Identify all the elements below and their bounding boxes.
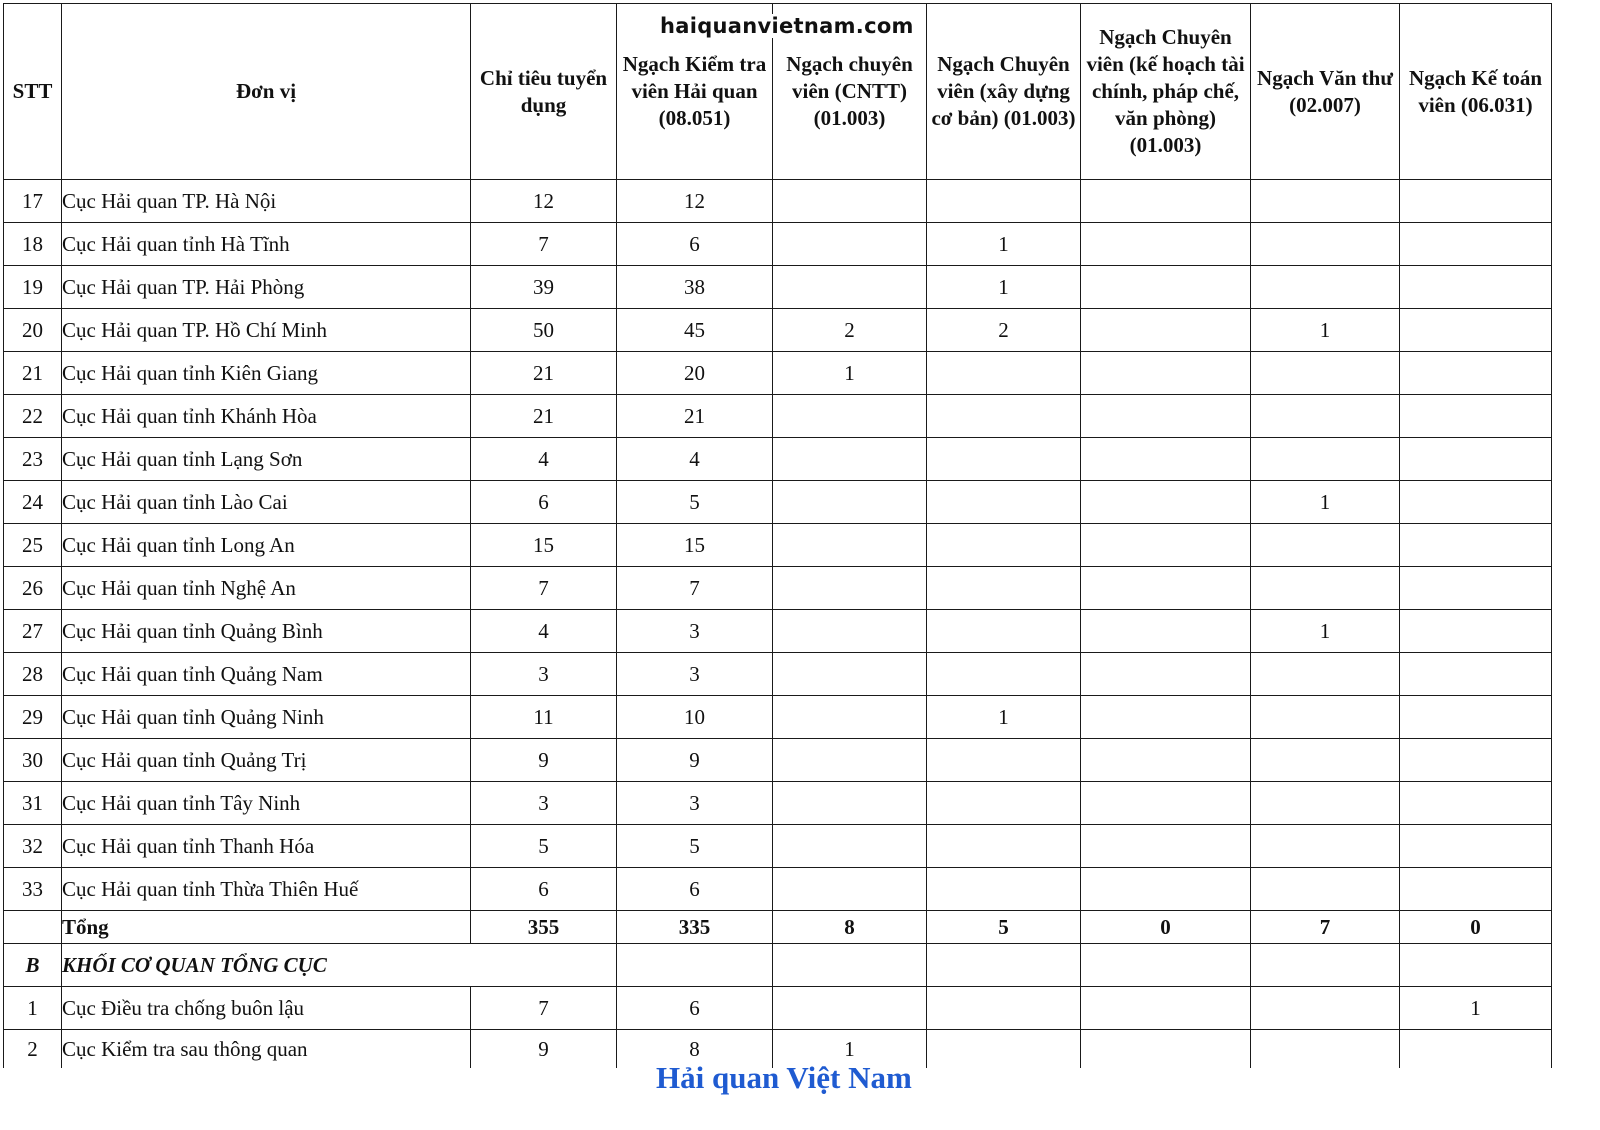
row-kt bbox=[1400, 395, 1552, 438]
table-row bbox=[4, 868, 1552, 911]
section-b-empty bbox=[1251, 944, 1400, 987]
row-stt: 27 bbox=[4, 610, 62, 653]
row-kt bbox=[1400, 223, 1552, 266]
section-b-empty bbox=[1400, 944, 1552, 987]
row-ktv: 45 bbox=[617, 309, 773, 352]
row-stt: 1 bbox=[4, 987, 62, 1030]
row-kh bbox=[1081, 395, 1251, 438]
header-kiem-tra-vien: Ngạch Kiểm tra viên Hải quan (08.051) bbox=[617, 4, 773, 180]
row-chi-tieu: 3 bbox=[471, 782, 617, 825]
row-ktv: 3 bbox=[617, 610, 773, 653]
row-stt: 28 bbox=[4, 653, 62, 696]
header-cntt: Ngạch chuyên viên (CNTT) (01.003) bbox=[773, 4, 927, 180]
row-unit-name: Cục Hải quan TP. Hà Nội bbox=[62, 180, 471, 223]
row-kh bbox=[1081, 352, 1251, 395]
row-ktv: 8 bbox=[617, 1030, 773, 1069]
row-xd bbox=[927, 481, 1081, 524]
row-xd: 1 bbox=[927, 266, 1081, 309]
row-xd bbox=[927, 868, 1081, 911]
row-ktv: 7 bbox=[617, 567, 773, 610]
row-stt: 33 bbox=[4, 868, 62, 911]
row-unit-name: Cục Hải quan tỉnh Quảng Nam bbox=[62, 653, 471, 696]
section-b-empty bbox=[1081, 944, 1251, 987]
row-unit-name: Cục Hải quan tỉnh Quảng Ninh bbox=[62, 696, 471, 739]
row-unit-name: Cục Hải quan tỉnh Khánh Hòa bbox=[62, 395, 471, 438]
row-kh bbox=[1081, 223, 1251, 266]
header-ke-hoach: Ngạch Chuyên viên (kế hoạch tài chính, pháp chế, văn phòng) (01.003) bbox=[1081, 4, 1251, 180]
header-van-thu: Ngạch Văn thư (02.007) bbox=[1251, 4, 1400, 180]
header-chi-tieu: Chỉ tiêu tuyển dụng bbox=[471, 4, 617, 180]
row-cntt: 2 bbox=[773, 309, 927, 352]
row-cntt bbox=[773, 223, 927, 266]
row-kh bbox=[1081, 739, 1251, 782]
row-stt: 32 bbox=[4, 825, 62, 868]
row-chi-tieu: 21 bbox=[471, 352, 617, 395]
row-chi-tieu: 7 bbox=[471, 223, 617, 266]
row-kt bbox=[1400, 524, 1552, 567]
row-stt: 23 bbox=[4, 438, 62, 481]
row-unit-name: Cục Hải quan tỉnh Hà Tĩnh bbox=[62, 223, 471, 266]
row-xd bbox=[927, 825, 1081, 868]
total-cntt: 8 bbox=[773, 911, 927, 944]
row-kt bbox=[1400, 438, 1552, 481]
row-cntt bbox=[773, 395, 927, 438]
row-kh bbox=[1081, 987, 1251, 1030]
row-stt: 24 bbox=[4, 481, 62, 524]
row-kh bbox=[1081, 438, 1251, 481]
row-ktv: 20 bbox=[617, 352, 773, 395]
table-row bbox=[4, 653, 1552, 696]
row-chi-tieu: 7 bbox=[471, 987, 617, 1030]
row-vt bbox=[1251, 825, 1400, 868]
row-cntt bbox=[773, 180, 927, 223]
row-kt bbox=[1400, 309, 1552, 352]
total-stt bbox=[4, 911, 62, 944]
row-kt bbox=[1400, 782, 1552, 825]
row-vt bbox=[1251, 395, 1400, 438]
table-row bbox=[4, 567, 1552, 610]
row-kt bbox=[1400, 653, 1552, 696]
row-xd bbox=[927, 395, 1081, 438]
row-ktv: 3 bbox=[617, 653, 773, 696]
row-kh bbox=[1081, 653, 1251, 696]
row-cntt bbox=[773, 481, 927, 524]
row-chi-tieu: 7 bbox=[471, 567, 617, 610]
section-b-empty bbox=[773, 944, 927, 987]
row-xd bbox=[927, 438, 1081, 481]
total-chi-tieu: 355 bbox=[471, 911, 617, 944]
row-unit-name: Cục Hải quan tỉnh Kiên Giang bbox=[62, 352, 471, 395]
row-chi-tieu: 11 bbox=[471, 696, 617, 739]
table-row bbox=[4, 309, 1552, 352]
row-unit-name: Cục Kiểm tra sau thông quan bbox=[62, 1030, 471, 1069]
row-vt bbox=[1251, 1030, 1400, 1069]
row-ktv: 5 bbox=[617, 481, 773, 524]
row-kt: 1 bbox=[1400, 987, 1552, 1030]
row-kh bbox=[1081, 696, 1251, 739]
row-ktv: 6 bbox=[617, 223, 773, 266]
table-body-total bbox=[4, 911, 1552, 987]
row-kt bbox=[1400, 352, 1552, 395]
row-stt: 19 bbox=[4, 266, 62, 309]
row-kh bbox=[1081, 567, 1251, 610]
table-row bbox=[4, 223, 1552, 266]
table-row bbox=[4, 352, 1552, 395]
row-kh bbox=[1081, 524, 1251, 567]
row-xd bbox=[927, 567, 1081, 610]
table-row bbox=[4, 782, 1552, 825]
row-ktv: 6 bbox=[617, 987, 773, 1030]
section-b-row bbox=[4, 944, 1552, 987]
table-row bbox=[4, 266, 1552, 309]
row-vt bbox=[1251, 223, 1400, 266]
total-xd: 5 bbox=[927, 911, 1081, 944]
table-row bbox=[4, 180, 1552, 223]
row-chi-tieu: 6 bbox=[471, 481, 617, 524]
row-vt bbox=[1251, 567, 1400, 610]
row-unit-name: Cục Hải quan tỉnh Lào Cai bbox=[62, 481, 471, 524]
table-row bbox=[4, 395, 1552, 438]
table-row bbox=[4, 610, 1552, 653]
row-ktv: 3 bbox=[617, 782, 773, 825]
section-b-code: B bbox=[4, 944, 62, 987]
row-kh bbox=[1081, 309, 1251, 352]
row-kh bbox=[1081, 266, 1251, 309]
row-xd bbox=[927, 739, 1081, 782]
row-stt: 22 bbox=[4, 395, 62, 438]
section-b-empty bbox=[617, 944, 773, 987]
row-vt bbox=[1251, 266, 1400, 309]
row-vt bbox=[1251, 696, 1400, 739]
row-cntt bbox=[773, 567, 927, 610]
row-chi-tieu: 4 bbox=[471, 438, 617, 481]
row-kt bbox=[1400, 696, 1552, 739]
row-xd bbox=[927, 653, 1081, 696]
row-unit-name: Cục Hải quan TP. Hải Phòng bbox=[62, 266, 471, 309]
table-body-a bbox=[4, 180, 1552, 911]
row-kh bbox=[1081, 610, 1251, 653]
row-kh bbox=[1081, 481, 1251, 524]
header-xay-dung: Ngạch Chuyên viên (xây dựng cơ bản) (01.003) bbox=[927, 4, 1081, 180]
row-chi-tieu: 12 bbox=[471, 180, 617, 223]
row-kh bbox=[1081, 868, 1251, 911]
row-cntt bbox=[773, 524, 927, 567]
total-vt: 7 bbox=[1251, 911, 1400, 944]
table-row bbox=[4, 438, 1552, 481]
row-chi-tieu: 3 bbox=[471, 653, 617, 696]
row-cntt bbox=[773, 825, 927, 868]
header-don-vi: Đơn vị bbox=[62, 4, 471, 180]
row-vt bbox=[1251, 782, 1400, 825]
row-stt: 20 bbox=[4, 309, 62, 352]
row-kt bbox=[1400, 610, 1552, 653]
section-b-title: KHỐI CƠ QUAN TỔNG CỤC bbox=[62, 944, 617, 987]
row-stt: 31 bbox=[4, 782, 62, 825]
row-unit-name: Cục Hải quan tỉnh Quảng Bình bbox=[62, 610, 471, 653]
row-chi-tieu: 9 bbox=[471, 1030, 617, 1069]
row-kt bbox=[1400, 481, 1552, 524]
row-xd bbox=[927, 1030, 1081, 1069]
watermark-top: haiquanvietnam.com bbox=[660, 14, 914, 38]
row-xd bbox=[927, 352, 1081, 395]
row-unit-name: Cục Hải quan tỉnh Thanh Hóa bbox=[62, 825, 471, 868]
row-chi-tieu: 4 bbox=[471, 610, 617, 653]
header-ke-toan: Ngạch Kế toán viên (06.031) bbox=[1400, 4, 1552, 180]
row-stt: 29 bbox=[4, 696, 62, 739]
row-chi-tieu: 50 bbox=[471, 309, 617, 352]
total-row bbox=[4, 911, 1552, 944]
row-vt bbox=[1251, 180, 1400, 223]
row-vt: 1 bbox=[1251, 610, 1400, 653]
table-row bbox=[4, 696, 1552, 739]
row-kt bbox=[1400, 868, 1552, 911]
row-chi-tieu: 9 bbox=[471, 739, 617, 782]
row-stt: 30 bbox=[4, 739, 62, 782]
row-unit-name: Cục Hải quan tỉnh Lạng Sơn bbox=[62, 438, 471, 481]
row-unit-name: Cục Hải quan TP. Hồ Chí Minh bbox=[62, 309, 471, 352]
total-label: Tổng bbox=[62, 911, 471, 944]
row-cntt bbox=[773, 868, 927, 911]
row-cntt: 1 bbox=[773, 1030, 927, 1069]
row-ktv: 6 bbox=[617, 868, 773, 911]
row-vt bbox=[1251, 653, 1400, 696]
row-ktv: 15 bbox=[617, 524, 773, 567]
row-stt: 18 bbox=[4, 223, 62, 266]
row-cntt bbox=[773, 438, 927, 481]
row-unit-name: Cục Hải quan tỉnh Tây Ninh bbox=[62, 782, 471, 825]
row-xd bbox=[927, 180, 1081, 223]
row-unit-name: Cục Hải quan tỉnh Thừa Thiên Huế bbox=[62, 868, 471, 911]
row-xd: 2 bbox=[927, 309, 1081, 352]
row-unit-name: Cục Hải quan tỉnh Quảng Trị bbox=[62, 739, 471, 782]
header-stt: STT bbox=[4, 4, 62, 180]
row-cntt bbox=[773, 610, 927, 653]
row-cntt: 1 bbox=[773, 352, 927, 395]
row-vt bbox=[1251, 987, 1400, 1030]
row-kh bbox=[1081, 825, 1251, 868]
row-kt bbox=[1400, 567, 1552, 610]
row-kh bbox=[1081, 782, 1251, 825]
row-vt bbox=[1251, 739, 1400, 782]
row-cntt bbox=[773, 696, 927, 739]
row-unit-name: Cục Hải quan tỉnh Nghệ An bbox=[62, 567, 471, 610]
row-chi-tieu: 6 bbox=[471, 868, 617, 911]
row-chi-tieu: 15 bbox=[471, 524, 617, 567]
row-vt: 1 bbox=[1251, 309, 1400, 352]
total-kt: 0 bbox=[1400, 911, 1552, 944]
row-vt bbox=[1251, 352, 1400, 395]
row-ktv: 21 bbox=[617, 395, 773, 438]
row-kh bbox=[1081, 180, 1251, 223]
table-row bbox=[4, 739, 1552, 782]
row-unit-name: Cục Điều tra chống buôn lậu bbox=[62, 987, 471, 1030]
row-cntt bbox=[773, 739, 927, 782]
table-body-b bbox=[4, 987, 1552, 1069]
row-cntt bbox=[773, 987, 927, 1030]
row-chi-tieu: 5 bbox=[471, 825, 617, 868]
row-chi-tieu: 21 bbox=[471, 395, 617, 438]
row-vt bbox=[1251, 438, 1400, 481]
total-kh: 0 bbox=[1081, 911, 1251, 944]
row-vt: 1 bbox=[1251, 481, 1400, 524]
table-row bbox=[4, 481, 1552, 524]
row-cntt bbox=[773, 266, 927, 309]
table-row bbox=[4, 987, 1552, 1030]
row-stt: 26 bbox=[4, 567, 62, 610]
row-xd bbox=[927, 610, 1081, 653]
row-xd bbox=[927, 782, 1081, 825]
row-ktv: 5 bbox=[617, 825, 773, 868]
row-vt bbox=[1251, 868, 1400, 911]
section-b-empty bbox=[927, 944, 1081, 987]
row-stt: 17 bbox=[4, 180, 62, 223]
row-stt: 2 bbox=[4, 1030, 62, 1069]
row-kt bbox=[1400, 825, 1552, 868]
table-row bbox=[4, 825, 1552, 868]
row-chi-tieu: 39 bbox=[471, 266, 617, 309]
row-xd bbox=[927, 524, 1081, 567]
row-ktv: 4 bbox=[617, 438, 773, 481]
table-row bbox=[4, 524, 1552, 567]
row-stt: 21 bbox=[4, 352, 62, 395]
total-ktv: 335 bbox=[617, 911, 773, 944]
row-unit-name: Cục Hải quan tỉnh Long An bbox=[62, 524, 471, 567]
row-ktv: 9 bbox=[617, 739, 773, 782]
row-vt bbox=[1251, 524, 1400, 567]
row-ktv: 12 bbox=[617, 180, 773, 223]
row-ktv: 10 bbox=[617, 696, 773, 739]
row-kt bbox=[1400, 180, 1552, 223]
row-xd bbox=[927, 987, 1081, 1030]
row-kh bbox=[1081, 1030, 1251, 1069]
row-kt bbox=[1400, 266, 1552, 309]
row-kt bbox=[1400, 1030, 1552, 1069]
row-xd: 1 bbox=[927, 696, 1081, 739]
row-kt bbox=[1400, 739, 1552, 782]
row-ktv: 38 bbox=[617, 266, 773, 309]
row-cntt bbox=[773, 653, 927, 696]
row-cntt bbox=[773, 782, 927, 825]
row-stt: 25 bbox=[4, 524, 62, 567]
recruitment-table bbox=[3, 3, 1552, 1068]
row-xd: 1 bbox=[927, 223, 1081, 266]
watermark-bottom: Hải quan Việt Nam bbox=[656, 1060, 912, 1095]
